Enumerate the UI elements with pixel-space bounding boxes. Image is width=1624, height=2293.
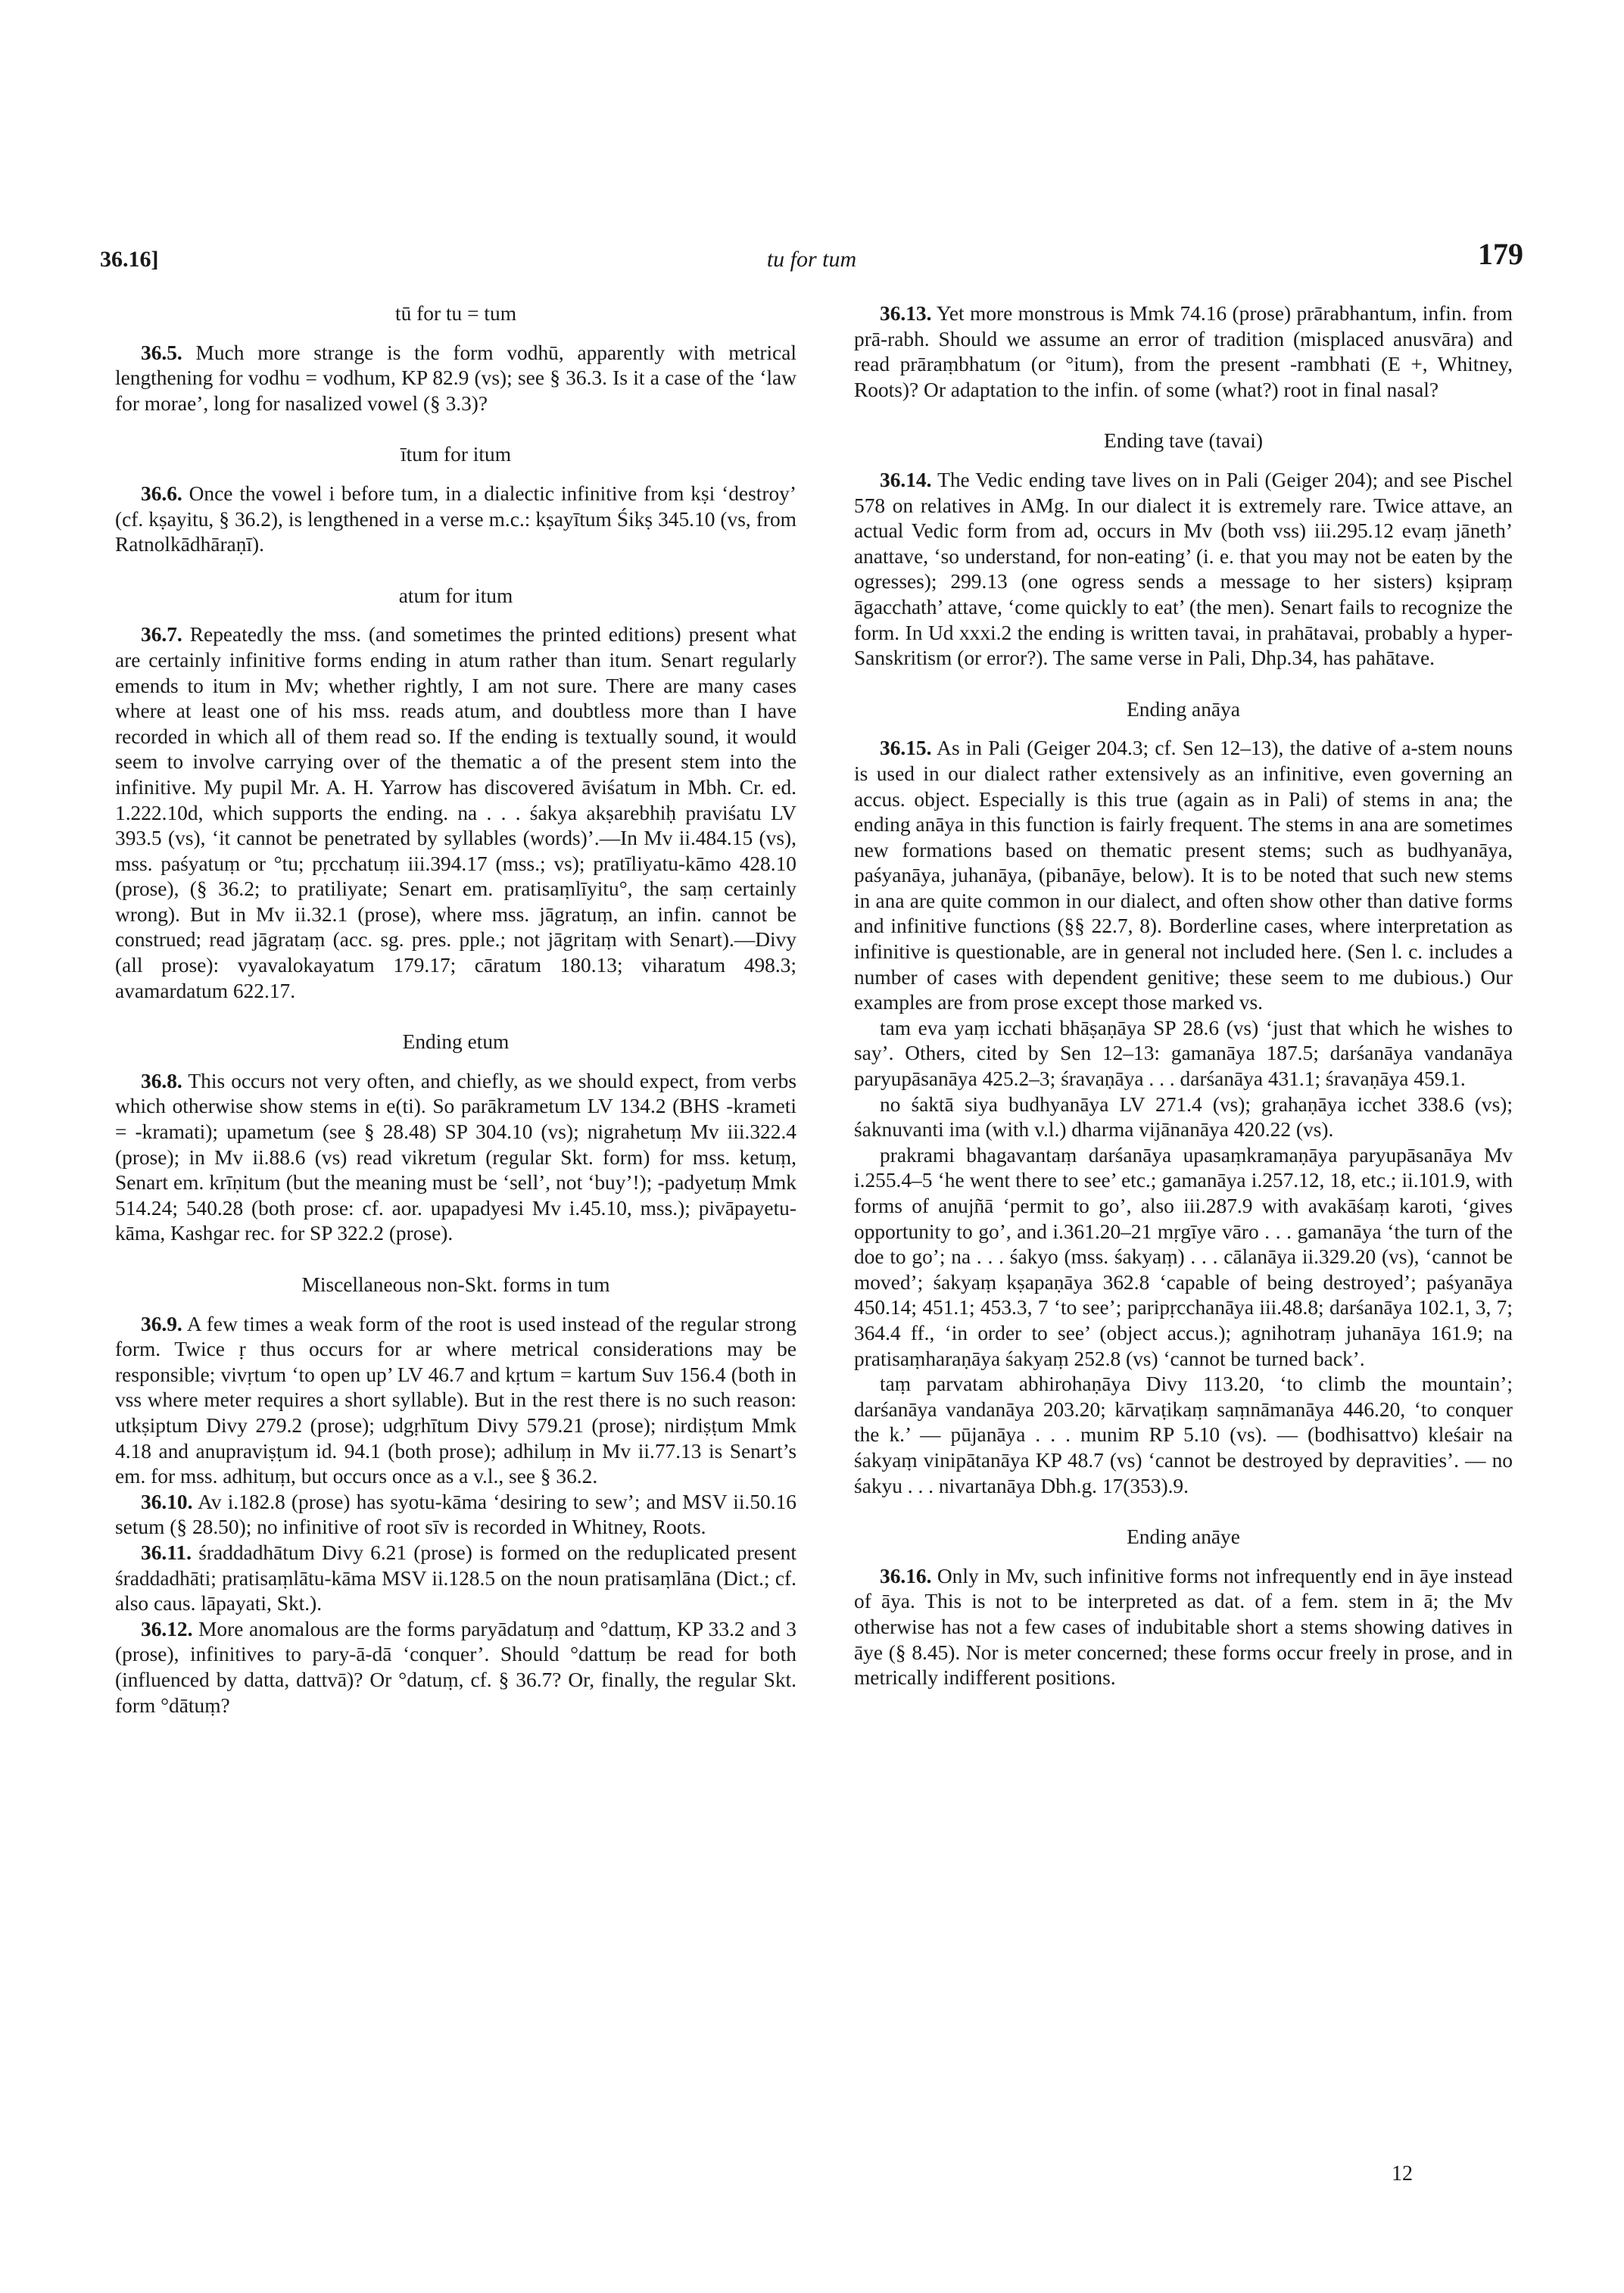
section-reference: 36.16] [100,247,159,272]
paragraph-number: 36.15. [880,737,932,760]
numbered-paragraph [115,622,796,1004]
paragraph-text: Only in Mv, such infinitive forms not infrequently end in āye instead of āya. This is not to be interpreted as dat. of a fem. stem in ā; the Mv otherwise has not a few cases of indubitable short a stems showing datives in āye (§ 8.45). Nor is meter concerned; these forms occur freely in prose, and in metrically indifferent positions. [854,1564,1513,1690]
paragraph-text: The Vedic ending tave lives on in Pali (Geiger 204); and see Pischel 578 on relatives in AMg. In our dialect it is extremely rare. Twice attave, an actual Vedic form from ad, occurs in Mv (both vss) iii.295.12 evaṃ jāneth’ anattave, ‘so understand, for non-eating’ (i. e. that you may not be eaten by the ogresses); 299.13 (one ogress sends a message to her sisters) kṣipraṃ āgacchath’ attave, ‘come quickly to eat’ (the men). Senart fails to recognize the form. In Ud xxxi.2 the ending is written tavai, in prahātavai, probably a hyper-Sanskritism (or error?). The same verse in Pali, Dhp.34, has pahātave. [854,468,1513,670]
running-title: tu for tum [766,247,857,272]
numbered-paragraph [115,341,796,417]
paragraph-number: 36.13. [880,302,932,325]
paragraph-text: Av i.182.8 (prose) has syotu-kāma ‘desiring to sew’; and MSV ii.50.16 setum (§ 28.50); no infinitive of root sīv is recorded in Whitney, Roots. [115,1490,796,1539]
paragraph-text: śraddadhātum Divy 6.21 (prose) is formed on the reduplicated present śraddadhāti; pratisaṃlātu-kāma MSV ii.128.5 on the noun pratisaṃlāna (Dict.; cf. also caus. lāpayati, Skt.). [115,1541,796,1615]
page-header [100,236,1523,282]
section-heading: ītum for itum [400,443,512,466]
section-heading: Ending anāya [1127,697,1240,721]
numbered-paragraph [115,1312,796,1490]
section-heading: atum for itum [398,584,513,607]
paragraph-text: Repeatedly the mss. (and sometimes the printed editions) present what are certainly infinitive forms ending in atum rather than itum. Senart regularly emends to itum in Mv; whether rightly, I am not sure. There are many cases where at least one of his mss. reads atum, and doubtless more than I have recorded in which all of them read so. If the ending is textually sound, it would seem to involve carrying over of the thematic a of the present stem into the infinitive. My pupil Mr. A. H. Yarrow has discovered āviśatum in Mbh. Cr. ed. 1.222.10d, which supports the ending. na . . . śakya akṣarebhiḥ praviśatu LV 393.5 (vs), ‘it cannot be penetrated by syllables (words)’.—In Mv ii.484.15 (vs), mss. paśyatuṃ or °tu; pṛcchatuṃ iii.394.17 (mss.; vs); pratīliyatu-kāmo 428.10 (prose), (§ 36.2; to pratiliyate; Senart em. pratisaṃlīyitu°, the saṃ certainly wrong). But in Mv ii.32.1 (prose), where mss. jāgratuṃ, an infin. cannot be construed; read jāgrataṃ (acc. sg. pres. pple.; not jāgritaṃ with Senart).—Divy (all prose): vyavalokayatum 179.17; cāratum 180.13; viharatum 498.3; avamardatum 622.17. [115,623,796,1002]
numbered-paragraph [854,1564,1513,1691]
paragraph-text: prakrami bhagavantaṃ darśanāya upasaṃkramaṇāya paryupāsanāya Mv i.255.4–5 ‘he went there to see’ etc.; gamanāya i.257.12, 18, etc.; ii.101.9, with forms of anujñā ‘permit to go’, also iii.287.9 with avakāśaṃ karoti, ‘gives opportunity to go’, and i.361.20–21 mṛgīye vāro . . . gamanāya ‘the turn of the doe to go’; na . . . śakyo (mss. śakyaṃ) . . . cālanāya ii.329.20 (vs), ‘cannot be moved’; śakyaṃ kṣapaṇāya 362.8 ‘capable of being destroyed’; paśyanāya 450.14; 451.1; 453.3, 7 ‘to see’; paripṛcchanāya iii.48.8; darśanāya 102.1, 3, 7; 364.4 ff., ‘in order to see’ (object accus.); agnihotraṃ juhanāya 161.9; na pratisaṃharaṇāya śakyaṃ 252.8 (vs) ‘cannot be turned back’. [854,1143,1513,1370]
numbered-paragraph [115,1069,796,1247]
paragraph-number: 36.11. [141,1541,192,1564]
paragraph-number: 36.7. [141,623,182,646]
paragraph-text: taṃ parvatam abhirohaṇāya Divy 113.20, ‘to climb the mountain’; darśanāya vandanāya 203.20; kārvaṭikaṃ saṃnāmanāya 446.20, ‘to conquer the k.’ — pūjanāya . . . munim RP 5.10 (vs). — (bodhisattvo) kleśair na śakyaṃ vinipātanāya KP 48.7 (vs) ‘cannot be destroyed by depravities’. — no śakyu . . . nivartanāya Dbh.g. 17(353).9. [854,1372,1513,1497]
numbered-paragraph [115,481,796,558]
paragraph-number: 36.12. [141,1617,193,1640]
numbered-paragraph [115,1617,796,1718]
paragraph-text: More anomalous are the forms paryādatuṃ and °dattuṃ, KP 33.2 and 3 (prose), infinitives to pary-ā-dā ‘conquer’. Should °dattuṃ be read for both (influenced by datta, dattvā)? Or °datuṃ, cf. § 36.7? Or, finally, the regular Skt. form °dātuṃ? [115,1617,796,1717]
example-paragraph [854,1092,1513,1143]
numbered-paragraph [854,736,1513,1016]
section-heading: Ending anāye [1127,1525,1240,1549]
example-paragraph [854,1143,1513,1372]
right-column [854,301,1513,1691]
paragraph-text: Yet more monstrous is Mmk 74.16 (prose) prārabhantum, infin. from prā-rabh. Should we assume an error of tradition (misplaced anusvāra) and read prāraṃbhatum (or °itum), from the present -rambhati (E +, Whitney, Roots)? Or adaptation to the infin. of some (what?) root in final nasal? [854,302,1513,401]
paragraph-text: Much more strange is the form vodhū, apparently with metrical lengthening for vodhu = vodhum, KP 82.9 (vs); see § 36.3. Is it a case of the ‘law for morae’, long for nasalized vowel (§ 3.3)? [115,341,796,415]
page-number: 179 [1478,237,1523,271]
paragraph-number: 36.14. [880,468,932,491]
paragraph-number: 36.8. [141,1069,182,1092]
signature-number: 12 [1392,2162,1413,2186]
section-heading: Ending etum [402,1030,510,1054]
paragraph-text: As in Pali (Geiger 204.3; cf. Sen 12–13), the dative of a-stem nouns is used in our dialect rather extensively as an infinitive, even governing an accus. object. Especially is this true (again as in Pali) of stems in ana; the ending anāya in this function is fairly frequent. The stems in ana are sometimes new formations based on thematic present stems; such as budhyanāya, paśyanāya, juhanāya, (pibanāye, below). It is to be noted that such new stems in ana are quite common in our dialect, and often show other than dative forms and infinitive functions (§§ 22.7, 8). Borderline cases, where interpretation as infinitive is questionable, are in general not included here. (Sen l. c. includes a number of cases with dependent genitive; these seem to me dubious.) Our examples are from prose except those marked vs. [854,737,1513,1014]
paragraph-number: 36.5. [141,341,182,364]
paragraph-number: 36.10. [141,1490,193,1513]
section-heading: tū for tu = tum [395,302,516,325]
paragraph-number: 36.9. [141,1312,182,1335]
left-column [115,301,796,1718]
paragraph-text: A few times a weak form of the root is used instead of the regular strong form. Twice ṛ thus occurs for ar where metrical considerations may be responsible; vivṛtum ‘to open up’ LV 46.7 and kṛtum = kartum Suv 156.4 (both in vss where meter requires a short syllable). But in the rest there is no such reason: utkṣiptum Divy 279.2 (prose); udgṛhītum Divy 579.21 (prose); nirdiṣṭum Mmk 4.18 and anupraviṣṭum id. 94.1 (both prose); adhiluṃ in Mv ii.77.13 is Senart’s em. for mss. adhituṃ, but occurs once as a v.l., see § 36.2. [115,1312,796,1488]
example-paragraph [854,1016,1513,1092]
paragraph-text: no śaktā siya budhyanāya LV 271.4 (vs); grahaṇāya icchet 338.6 (vs); śaknuvanti ima (with v.l.) dharma vijānanāya 420.22 (vs). [854,1092,1513,1142]
paragraph-number: 36.6. [141,481,182,505]
numbered-paragraph [115,1541,796,1617]
numbered-paragraph [854,301,1513,403]
paragraph-text: tam eva yaṃ icchati bhāṣaṇāya SP 28.6 (vs) ‘just that which he wishes to say’. Others, cited by Sen 12–13: gamanāya 187.5; darśanāya vandanāya paryupāsanāya 425.2–3; śravaṇāya . . . darśanāya 431.1; śravaṇāya 459.1. [854,1016,1513,1091]
section-heading: Ending tave (tavai) [1104,429,1263,453]
section-heading: Miscellaneous non-Skt. forms in tum [301,1273,610,1296]
numbered-paragraph [854,468,1513,671]
numbered-paragraph [115,1490,796,1541]
paragraph-number: 36.16. [880,1564,932,1587]
paragraph-text: This occurs not very often, and chiefly, as we should expect, from verbs which otherwise show stems in e(ti). So parākrametum LV 134.2 (BHS -krameti = -kramati); upametum (see § 28.48) SP 304.10 (vs); nigrahetuṃ Mv iii.322.4 (prose); in Mv ii.88.6 (vs) read vikretum (regular Skt. form) for mss. ketuṃ, Senart em. krīṇitum (but the meaning must be ‘sell’, not ‘buy’!); -padyetuṃ Mmk 514.24; 540.28 (both prose: cf. aor. upapadyesi Mv i.45.10, mss.); pivāpayetu-kāma, Kashgar rec. for SP 322.2 (prose). [115,1069,797,1245]
paragraph-text: Once the vowel i before tum, in a dialectic infinitive from kṣi ‘destroy’ (cf. kṣayitu, § 36.2), is lengthened in a verse m.c.: kṣayītum Śikṣ 345.10 (vs, from Ratnolkādhāraṇī). [115,481,796,556]
example-paragraph [854,1372,1513,1499]
